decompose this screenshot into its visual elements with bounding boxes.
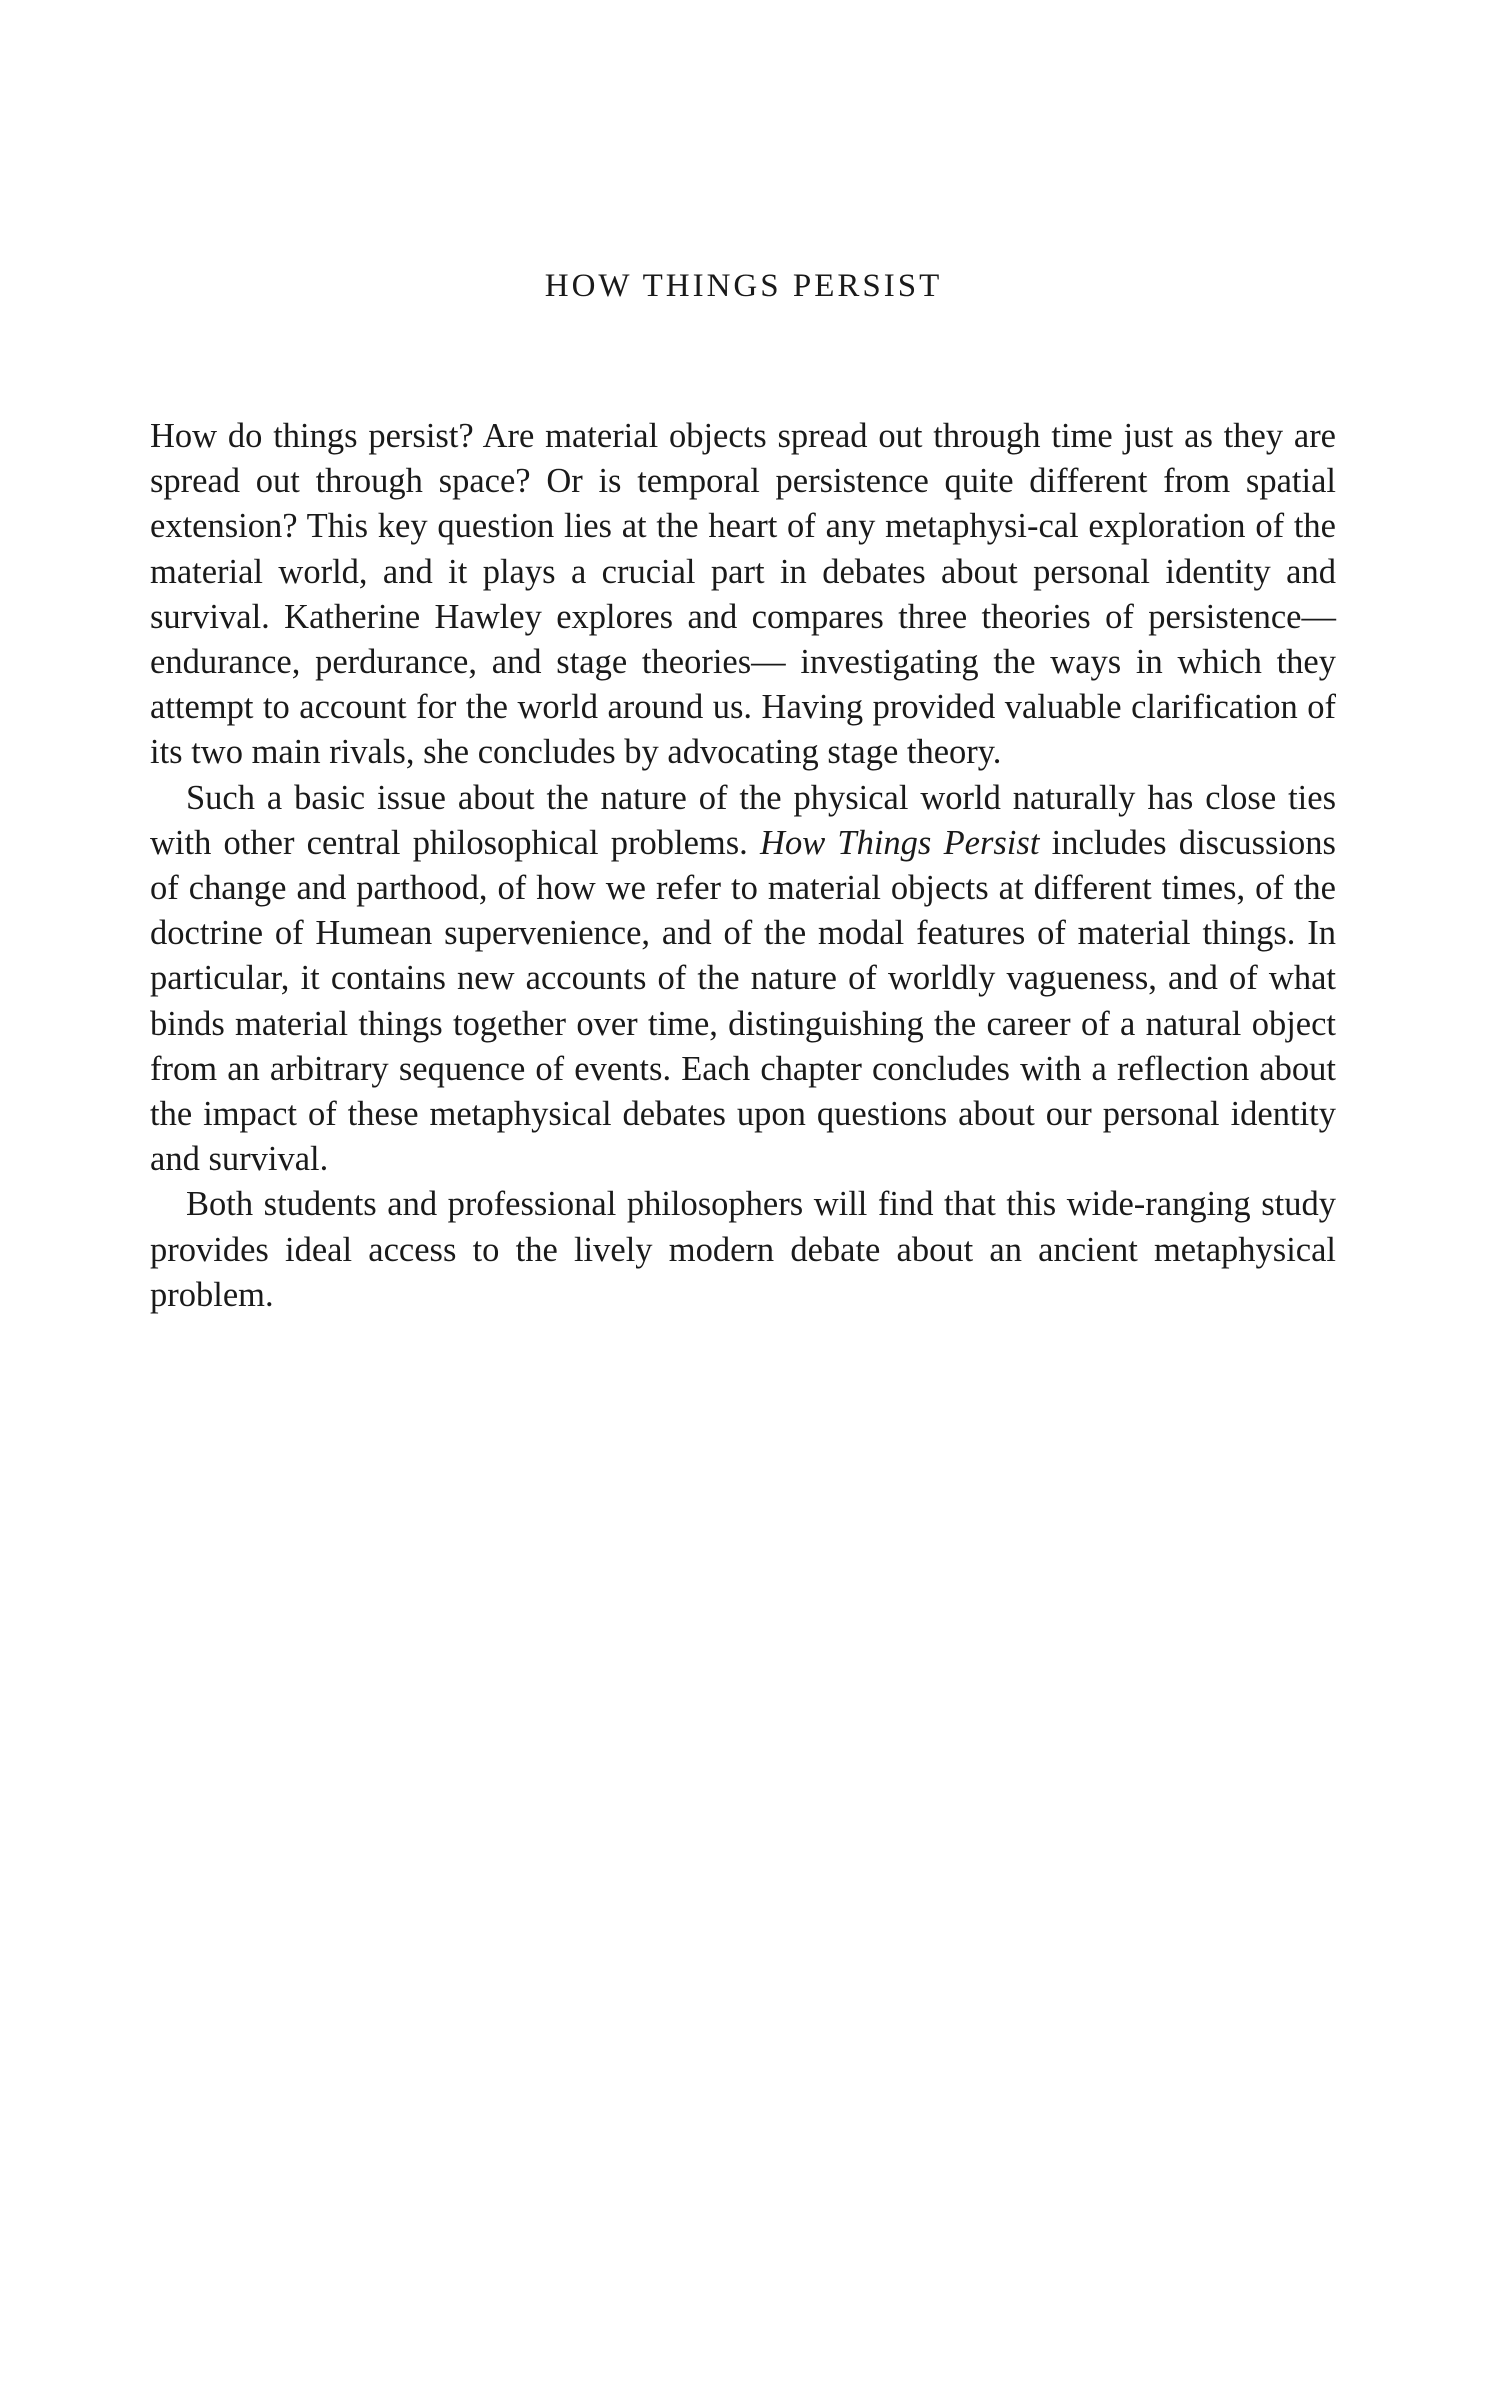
page-title: HOW THINGS PERSIST <box>544 268 943 304</box>
paragraph-2 <box>150 776 1336 1183</box>
body-text <box>150 414 1336 1318</box>
book-title-italic: How Things Persist <box>760 823 1040 862</box>
paragraph-2-after: includes discussions of change and parthood, of how we refer to material objects at different times, of the doctrine of Humean supervenience, and of the modal features of material things. In particular, it contains new accounts of the nature of worldly vagueness, and of what binds material things together over time, distinguishing the career of a natural object from an arbitrary sequence of events. Each chapter concludes with a reflection about the impact of these metaphysical debates upon questions about our personal identity and survival. <box>150 823 1336 1179</box>
paragraph-1: How do things persist? Are material objects spread out through time just as they are spread out through space? Or is temporal persistence quite different from spatial extension? This key question lies at the heart of any metaphysi-cal exploration of the material world, and it plays a crucial part in debates about personal identity and survival. Katherine Hawley explores and compares three theories of persistence—endurance, perdurance, and stage theories— investigating the ways in which they attempt to account for the world around us. Having provided valuable clarification of its two main rivals, she concludes by advocating stage theory. <box>150 417 1336 772</box>
paragraph-2-before: Such a basic issue about the nature of the physical world naturally has close ties with other central philosophical problems. <box>150 778 1336 862</box>
paragraph-3: Both students and professional philosophers will find that this wide-ranging study provides ideal access to the lively modern debate about an ancient metaphysical problem. <box>150 1185 1336 1314</box>
